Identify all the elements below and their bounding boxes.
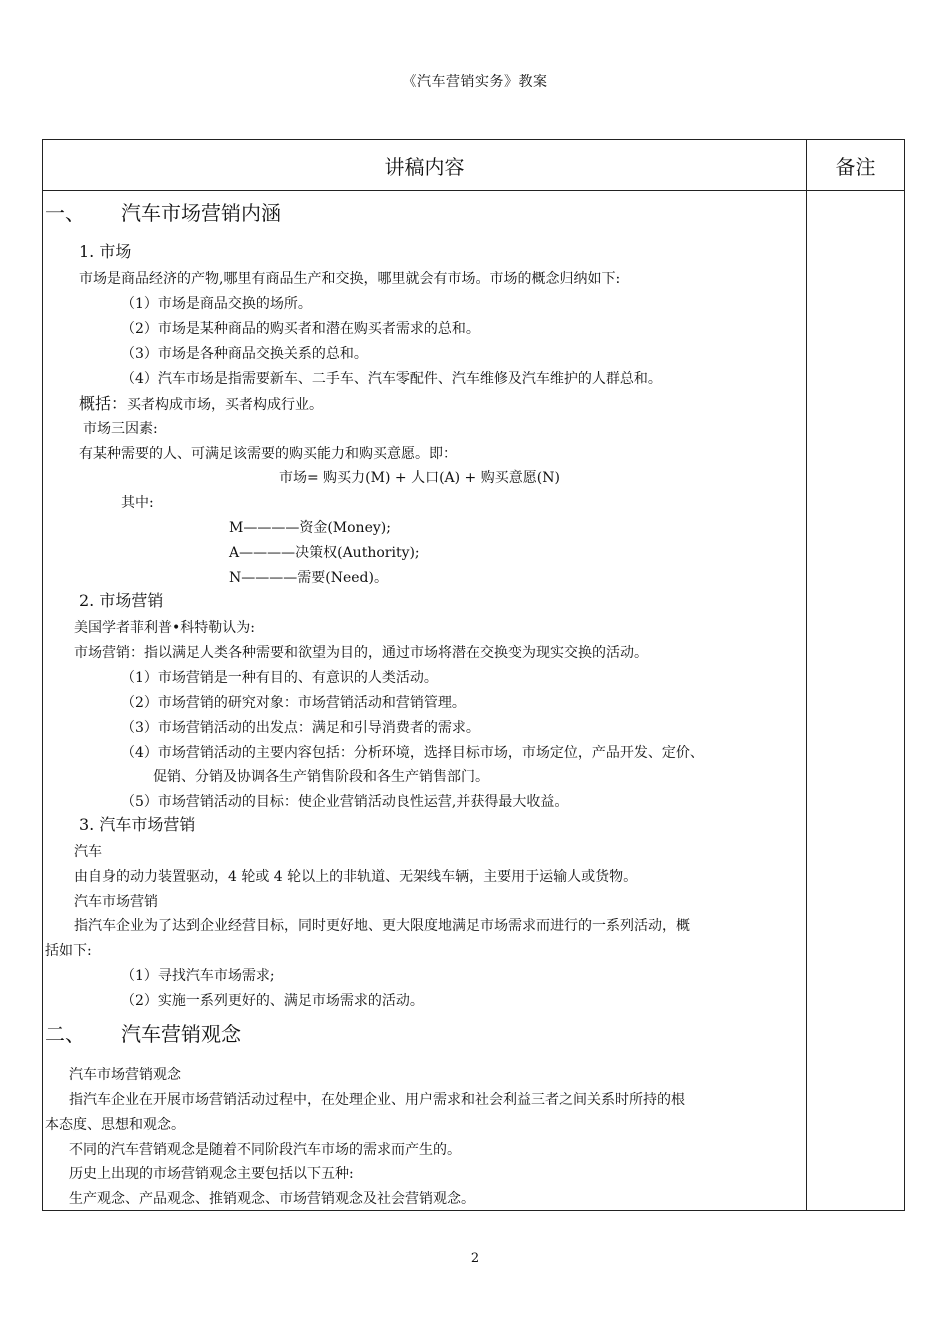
page-header: 《汽车营销实务》教案: [402, 74, 548, 90]
section-heading-1: [45, 203, 281, 223]
text-line: 市场营销：指以满足人类各种需要和欲望为目的，通过市场将潜在交换变为现实交换的活动。: [74, 645, 648, 661]
section-number: 一、: [45, 201, 85, 225]
lesson-table: [42, 139, 905, 1211]
summary-text: 买者构成市场，买者构成行业。: [127, 397, 324, 413]
list-item: （4）市场营销活动的主要内容包括：分析环境，选择目标市场，市场定位，产品开发、定价、: [121, 745, 704, 761]
column-header-content: 讲稿内容: [384, 154, 465, 179]
list-item: （2）实施一系列更好的、满足市场需求的活动。: [121, 993, 424, 1009]
list-item-continuation: 促销、分销及协调各生产销售阶段和各生产销售部门。: [153, 769, 489, 785]
list-item: （1）市场营销是一种有目的、有意识的人类活动。: [121, 670, 438, 686]
subheading-auto-marketing: 3. 汽车市场营销: [79, 815, 196, 834]
list-item: （5）市场营销活动的目标：使企业营销活动良性运营,并获得最大收益。: [121, 794, 569, 810]
text-line: 指汽车企业在开展市场营销活动过程中，在处理企业、用户需求和社会利益三者之间关系时所持的根: [69, 1092, 685, 1108]
column-divider: [806, 140, 807, 1210]
text-line: 市场是商品经济的产物,哪里有商品生产和交换，哪里就会有市场。市场的概念归纳如下:: [79, 271, 621, 287]
list-item: （2）市场营销的研究对象：市场营销活动和营销管理。: [121, 695, 466, 711]
section-number: 二、: [45, 1022, 85, 1046]
definition-line: M————资金(Money);: [229, 520, 391, 536]
section-title: 汽车营销观念: [121, 1022, 241, 1046]
list-item: （1）寻找汽车市场需求;: [121, 968, 275, 984]
summary-line: [79, 396, 323, 412]
page-number: 2: [470, 1251, 480, 1266]
list-item: （1）市场是商品交换的场所。: [121, 296, 312, 312]
text-line: 汽车: [74, 844, 102, 860]
text-line: 市场三因素:: [83, 421, 158, 437]
section-heading-2: [45, 1024, 241, 1044]
subheading-marketing: 2. 市场营销: [79, 591, 164, 610]
definition-line: N————需要(Need)。: [229, 570, 388, 586]
list-item: （4）汽车市场是指需要新车、二手车、汽车零配件、汽车维修及汽车维护的人群总和。: [121, 371, 662, 387]
definition-line: A————决策权(Authority);: [229, 545, 420, 561]
subheading-market: 1. 市场: [79, 242, 132, 261]
header-row-divider: [43, 190, 904, 191]
text-line: 指汽车企业为了达到企业经营目标，同时更好地、更大限度地满足市场需求而进行的一系列活动，概: [74, 918, 690, 934]
text-line: 其中:: [121, 495, 154, 511]
text-line: 历史上出现的市场营销观念主要包括以下五种:: [69, 1166, 354, 1182]
text-line: 不同的汽车营销观念是随着不同阶段汽车市场的需求而产生的。: [69, 1142, 461, 1158]
section-title: 汽车市场营销内涵: [121, 201, 281, 225]
text-line: 美国学者菲利普•科特勒认为:: [74, 620, 255, 636]
text-line: 生产观念、产品观念、推销观念、市场营销观念及社会营销观念。: [69, 1191, 475, 1207]
list-item: （3）市场营销活动的出发点：满足和引导消费者的需求。: [121, 720, 480, 736]
text-line: 括如下:: [45, 943, 92, 959]
text-line: 有某种需要的人、可满足该需要的购买能力和购买意愿。即：: [79, 446, 457, 462]
text-line: 汽车市场营销观念: [69, 1067, 181, 1083]
summary-label: 概括：: [79, 394, 128, 413]
text-line: 本态度、思想和观念。: [45, 1117, 185, 1133]
list-item: （2）市场是某种商品的购买者和潜在购买者需求的总和。: [121, 321, 480, 337]
list-item: （3）市场是各种商品交换关系的总和。: [121, 346, 368, 362]
text-line: 汽车市场营销: [74, 894, 158, 910]
text-line: 由自身的动力装置驱动，4 轮或 4 轮以上的非轨道、无架线车辆，主要用于运输人或货物。: [74, 869, 638, 885]
column-header-notes: 备注: [835, 154, 876, 179]
formula-line: 市场= 购买力(M) + 人口(A) + 购买意愿(N): [279, 470, 560, 486]
